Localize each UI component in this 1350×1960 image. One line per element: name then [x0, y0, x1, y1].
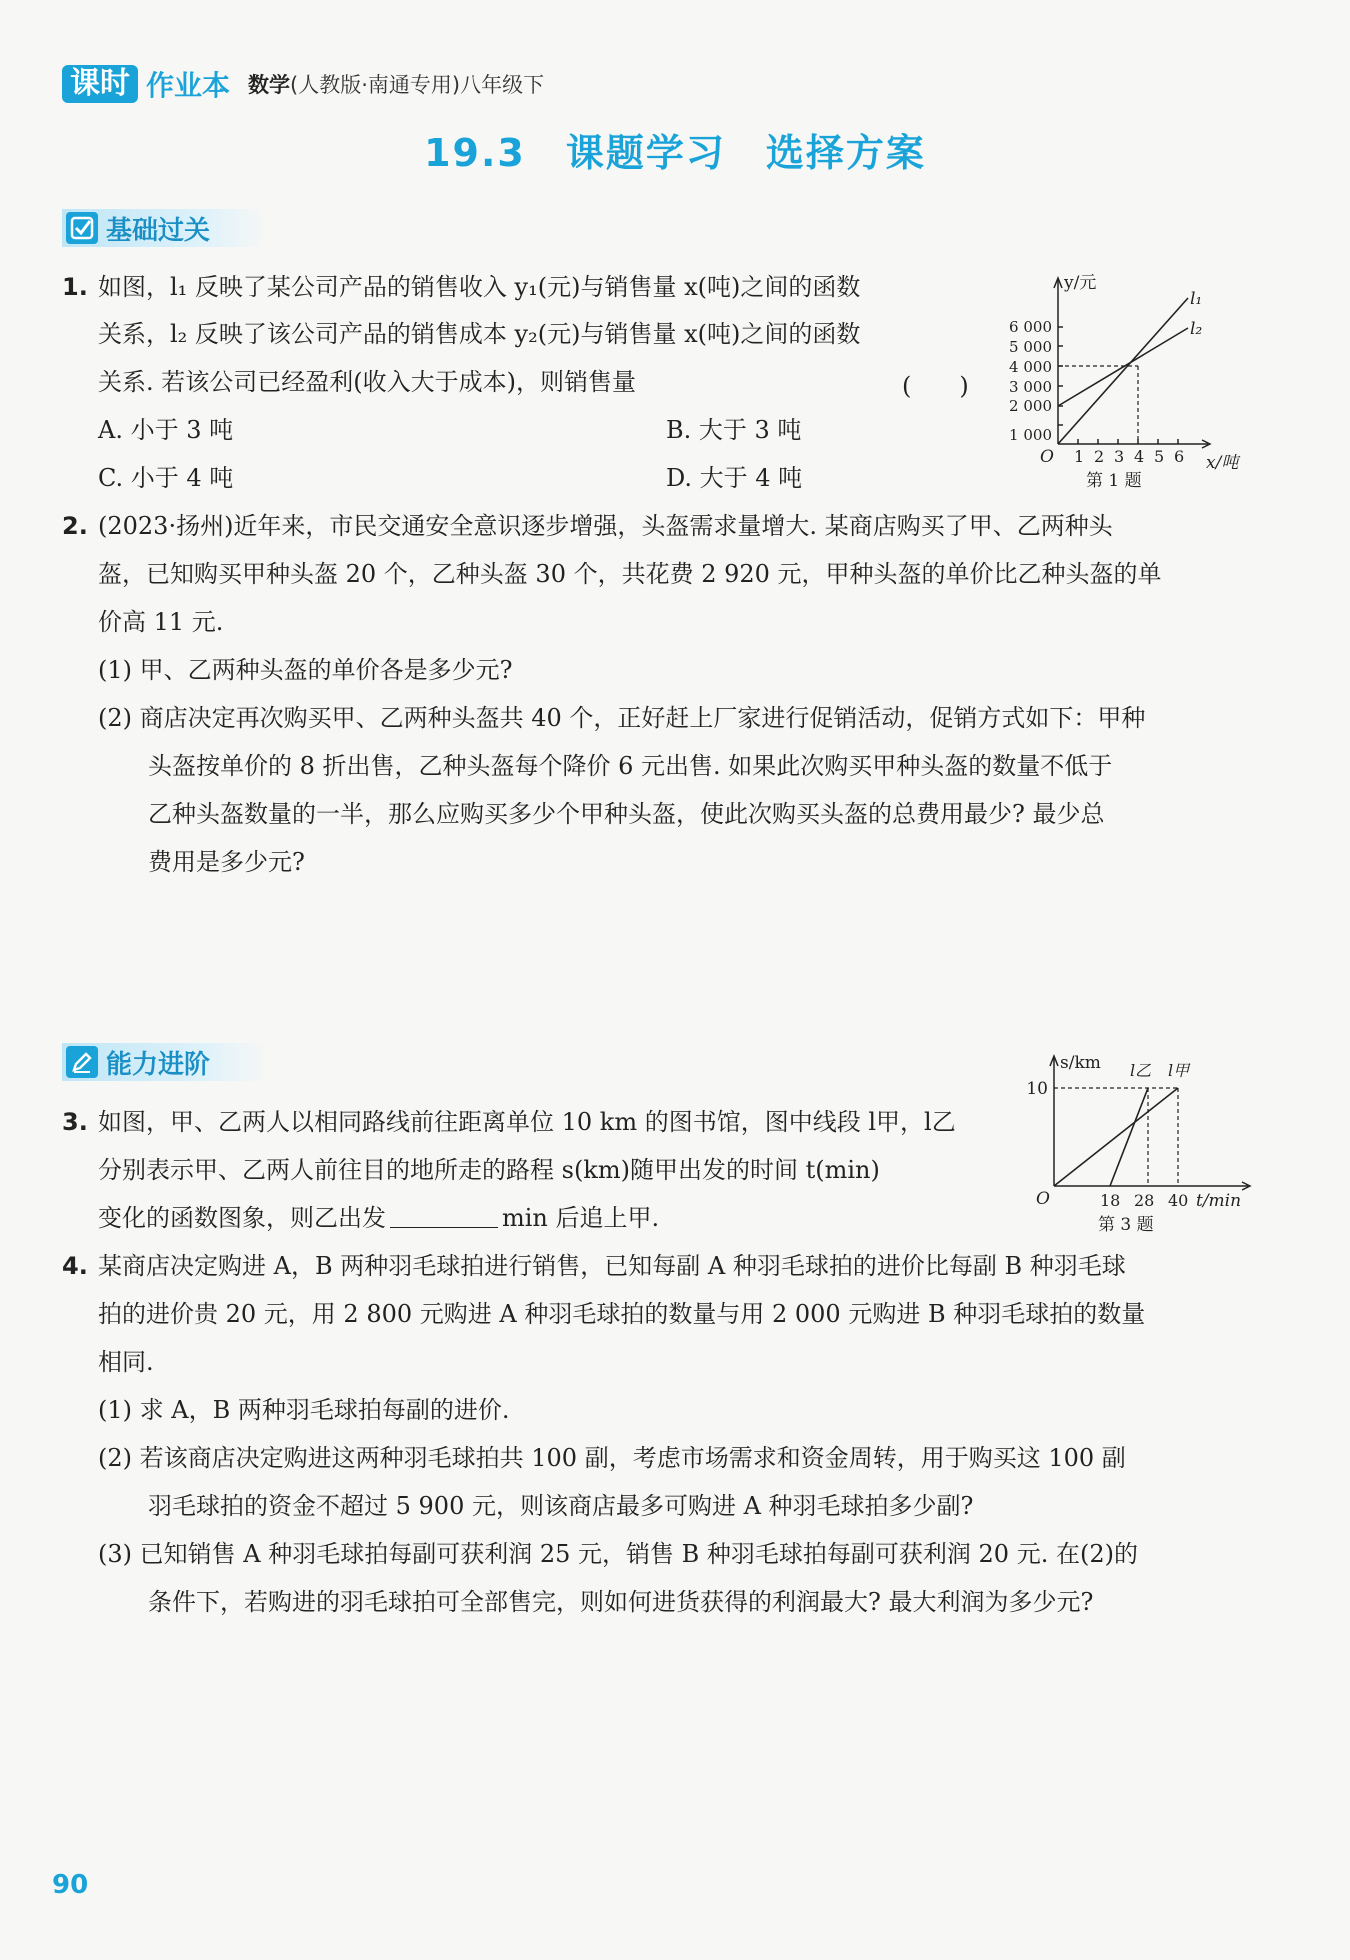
edition-text: (人教版·南通专用)八年级下 [290, 73, 545, 97]
tick-label: 4 [1134, 447, 1145, 466]
origin-label: O [1040, 447, 1054, 467]
origin-label: O [1036, 1189, 1050, 1209]
tick-label: 5 [1154, 447, 1165, 466]
tick-label: 3 000 [1009, 378, 1052, 396]
answer-parentheses: ( ) [902, 372, 969, 400]
sub-question-2: (2) 商店决定再次购买甲、乙两种头盔共 40 个，正好赶上厂家进行促销活动，促销方式如下：甲种 [98, 704, 1146, 732]
y-axis-label: y/元 [1064, 273, 1097, 293]
question-text-line: 相同. [98, 1348, 154, 1376]
tick-label: 3 [1114, 447, 1125, 466]
line-l1 [1058, 298, 1188, 444]
sub-question-2-line: 费用是多少元? [148, 848, 305, 876]
tick-label: 5 000 [1009, 338, 1052, 356]
question-number: 2. [62, 512, 88, 540]
section-band [62, 1043, 266, 1081]
figure-caption: 第 3 题 [1098, 1215, 1154, 1235]
tick-label: 10 [1026, 1079, 1048, 1099]
answer-blank[interactable] [390, 1205, 498, 1228]
section-basic [62, 208, 266, 248]
option-a: A. 小于 3 吨 [98, 416, 234, 444]
figure-3-graph [1026, 1048, 1270, 1238]
question-text-line: 盔，已知购买甲种头盔 20 个，乙种头盔 30 个，共花费 2 920 元，甲种头盔的单价比乙种头盔的单 [98, 560, 1162, 588]
sub-question-1: (1) 甲、乙两种头盔的单价各是多少元? [98, 656, 513, 684]
line-l-yi-label: l乙 [1130, 1061, 1152, 1080]
subject-name: 数学 [248, 73, 291, 97]
option-d: D. 大于 4 吨 [666, 464, 803, 492]
tick-label: 2 000 [1009, 397, 1052, 415]
sub-question-2-line: 头盔按单价的 8 折出售，乙种头盔每个降价 6 元出售. 如果此次购买甲种头盔的数量不低于 [148, 752, 1113, 780]
section-label: 能力进阶 [106, 1049, 211, 1080]
line-l-jia-label: l甲 [1168, 1061, 1190, 1080]
question-number: 4. [62, 1252, 88, 1280]
question-text-line: 如图，甲、乙两人以相同路线前往距离单位 10 km 的图书馆，图中线段 l甲，l乙 [98, 1108, 956, 1136]
question-text-line: 某商店决定购进 A，B 两种羽毛球拍进行销售，已知每副 A 种羽毛球拍的进价比每副 B 种羽毛球 [98, 1252, 1126, 1280]
question-number: 3. [62, 1108, 88, 1136]
x-axis-label: t/min [1196, 1191, 1242, 1211]
tick-label: 6 [1174, 447, 1185, 466]
line-l2 [1058, 328, 1188, 406]
question-text-line: (2023·扬州)近年来，市民交通安全意识逐步增强，头盔需求量增大. 某商店购买了甲、乙两种头 [98, 512, 1113, 540]
tick-label: 6 000 [1009, 318, 1052, 336]
section-band [62, 209, 266, 247]
sub-question-2-line: 羽毛球拍的资金不超过 5 900 元，则该商店最多可购进 A 种羽毛球拍多少副? [148, 1492, 974, 1520]
brand-logo: 课时 [62, 65, 138, 103]
tick-label: 4 000 [1009, 358, 1052, 376]
tick-label: 18 [1100, 1191, 1121, 1210]
figure-caption: 第 1 题 [1086, 471, 1142, 491]
figure-1-graph [990, 268, 1260, 498]
question-text-line: 价高 11 元. [98, 608, 224, 636]
option-c: C. 小于 4 吨 [98, 464, 234, 492]
sub-question-2: (2) 若该商店决定购进这两种羽毛球拍共 100 副，考虑市场需求和资金周转，用于购买这 100 副 [98, 1444, 1126, 1472]
y-axis-label: s/km [1060, 1053, 1101, 1073]
sub-question-3: (3) 已知销售 A 种羽毛球拍每副可获利润 25 元，销售 B 种羽毛球拍每副可获利润 20 元. 在(2)的 [98, 1540, 1138, 1568]
tick-label: 40 [1168, 1191, 1189, 1210]
pencil-icon [66, 1046, 98, 1078]
question-text-line: 如图，l₁ 反映了某公司产品的销售收入 y₁(元)与销售量 x(吨)之间的函数 [98, 273, 861, 301]
page-title: 19.3 课题学习 选择方案 [424, 131, 926, 175]
line-l2-label: l₂ [1190, 319, 1203, 339]
question-text-line: 关系，l₂ 反映了该公司产品的销售成本 y₂(元)与销售量 x(吨)之间的函数 [98, 320, 861, 348]
sub-question-3-line: 条件下，若购进的羽毛球拍可全部售完，则如何进货获得的利润最大? 最大利润为多少元? [148, 1588, 1094, 1616]
question-text-line: 关系. 若该公司已经盈利(收入大于成本)，则销售量 [98, 368, 636, 396]
tick-label: 28 [1134, 1191, 1155, 1210]
question-text-part: min 后追上甲. [502, 1204, 660, 1232]
book-info [248, 69, 544, 99]
brand-name: 作业本 [146, 69, 231, 102]
question-text-part: 变化的函数图象，则乙出发 [98, 1204, 386, 1232]
question-text-line: 拍的进价贵 20 元，用 2 800 元购进 A 种羽毛球拍的数量与用 2 000 元购进 B 种羽毛球拍的数量 [98, 1300, 1146, 1328]
tick-label: 2 [1094, 447, 1105, 466]
tick-label: 1 [1074, 447, 1085, 466]
tick-label: 1 000 [1009, 426, 1052, 444]
section-advanced [62, 1042, 266, 1082]
page-header [62, 62, 544, 106]
sub-question-1: (1) 求 A，B 两种羽毛球拍每副的进价. [98, 1396, 510, 1424]
section-label: 基础过关 [106, 215, 211, 246]
x-axis-label: x/吨 [1206, 453, 1239, 473]
sub-question-2-line: 乙种头盔数量的一半，那么应购买多少个甲种头盔，使此次购买头盔的总费用最少? 最少总 [148, 800, 1105, 828]
question-number: 1. [62, 273, 88, 301]
page-number: 90 [52, 1870, 89, 1900]
option-b: B. 大于 3 吨 [666, 416, 802, 444]
question-text-line: 分别表示甲、乙两人前往目的地所走的路程 s(km)随甲出发的时间 t(min) [98, 1156, 880, 1184]
line-l1-label: l₁ [1190, 289, 1203, 309]
checkmark-icon [66, 212, 98, 244]
question-text-line [98, 1202, 659, 1234]
